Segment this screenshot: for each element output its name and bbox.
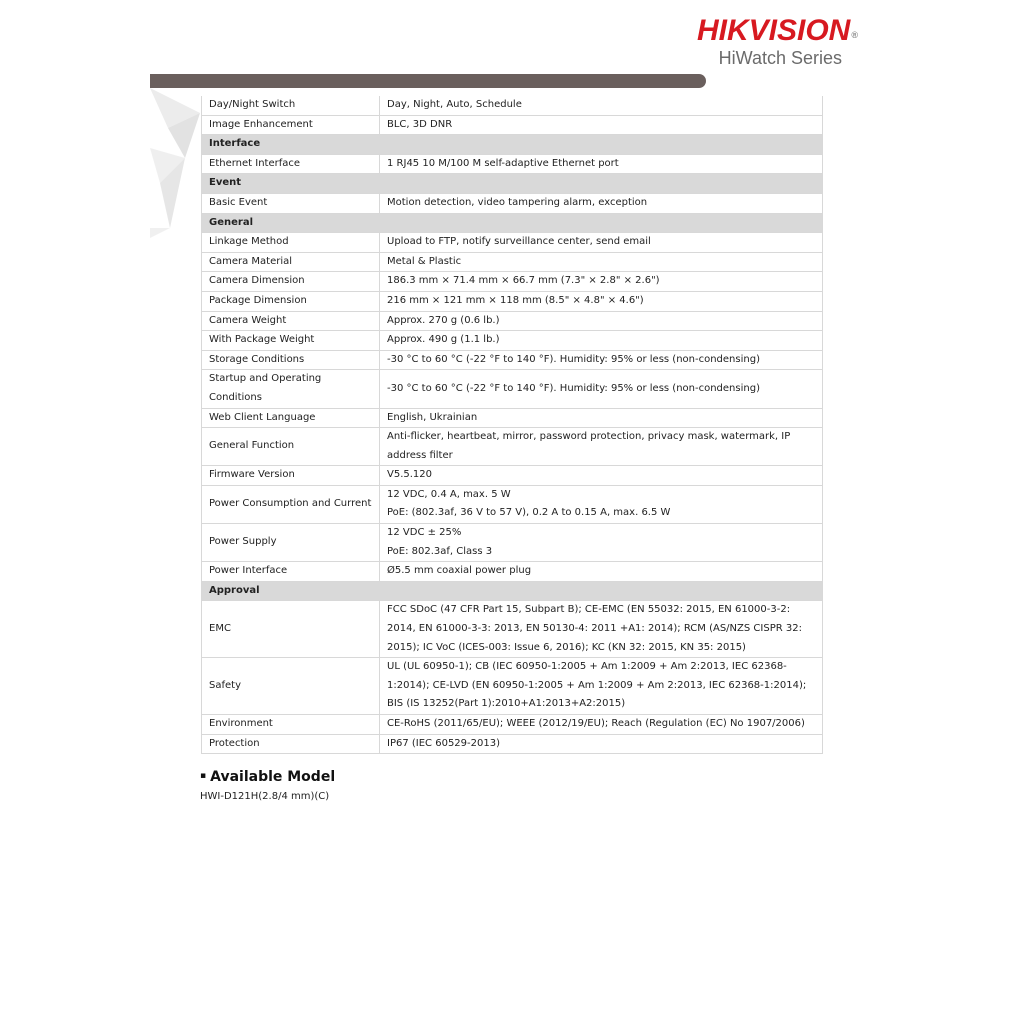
spec-label: Web Client Language (202, 408, 380, 428)
spec-value (380, 311, 823, 331)
spec-value-line: 12 VDC ± 25% (387, 527, 462, 539)
section-title: Event (202, 174, 823, 194)
spec-label: Protection (202, 734, 380, 754)
spec-value (380, 252, 823, 272)
spec-value (380, 370, 823, 408)
spec-label: Image Enhancement (202, 115, 380, 135)
brand-wordmark (697, 14, 858, 48)
section-header-row (202, 213, 823, 233)
section-title: General (202, 213, 823, 233)
spec-label: Startup and Operating Conditions (202, 370, 380, 408)
spec-value-line: 12 VDC, 0.4 A, max. 5 W (387, 488, 511, 500)
spec-label: General Function (202, 428, 380, 466)
spec-row (202, 715, 823, 735)
available-model-title: Available Model (210, 769, 336, 785)
spec-row (202, 370, 823, 408)
spec-row (202, 466, 823, 486)
spec-value (380, 154, 823, 174)
spec-label: Safety (202, 658, 380, 715)
spec-value (380, 96, 823, 115)
spec-value-line: Anti-flicker, heartbeat, mirror, password protection, privacy mask, watermark, IP address filter (387, 431, 791, 461)
brand-wordmark-hik: HIK (696, 14, 749, 47)
spec-row (202, 658, 823, 715)
spec-value (380, 658, 823, 715)
spec-value-line: 186.3 mm × 71.4 mm × 66.7 mm (7.3" × 2.8" × 2.6") (387, 275, 660, 287)
spec-row (202, 331, 823, 351)
spec-value-line: V5.5.120 (387, 469, 433, 481)
spec-row (202, 408, 823, 428)
available-model-name: HWI-D121H(2.8/4 mm)(C) (200, 791, 330, 802)
spec-row (202, 233, 823, 253)
spec-row (202, 272, 823, 292)
spec-label: Package Dimension (202, 291, 380, 311)
spec-value (380, 408, 823, 428)
brand-wordmark-vision: VISION (748, 14, 851, 47)
registered-mark: ® (851, 30, 858, 40)
spec-row (202, 562, 823, 582)
spec-value (380, 291, 823, 311)
section-header-row (202, 174, 823, 194)
spec-table-body (202, 96, 823, 754)
spec-value-line: -30 °C to 60 °C (-22 °F to 140 °F). Humidity: 95% or less (non-condensing) (387, 382, 760, 394)
spec-value (380, 428, 823, 466)
series-name: HiWatch Series (718, 48, 842, 68)
spec-value-line: Approx. 490 g (1.1 lb.) (387, 334, 500, 346)
spec-label: Linkage Method (202, 233, 380, 253)
spec-row (202, 252, 823, 272)
spec-value-line: 216 mm × 121 mm × 118 mm (8.5" × 4.8" × 4.6") (387, 294, 644, 306)
spec-value (380, 233, 823, 253)
spec-row (202, 96, 823, 115)
section-title: Approval (202, 581, 823, 601)
spec-label: EMC (202, 601, 380, 658)
spec-value-line: BLC, 3D DNR (387, 118, 453, 130)
spec-row (202, 734, 823, 754)
spec-value (380, 485, 823, 523)
spec-value-line: UL (UL 60950-1); CB (IEC 60950-1:2005 + Am 1:2009 + Am 2:2013, IEC 62368-1:2014); CE-LVD (EN 60950-1:2005 + Am 1:2009 + Am 2:2013, IEC 62368-1:2014); BIS (IS 13252(Part 1):2010+A1:2013+A2:2015) (387, 661, 807, 710)
header-bar (150, 74, 706, 88)
spec-row (202, 350, 823, 370)
spec-value (380, 350, 823, 370)
spec-value-line: Day, Night, Auto, Schedule (387, 99, 522, 110)
spec-label: Ethernet Interface (202, 154, 380, 174)
spec-value (380, 331, 823, 351)
section-header-row (202, 135, 823, 155)
spec-label: Power Interface (202, 562, 380, 582)
spec-value (380, 524, 823, 562)
spec-value-line: Motion detection, video tampering alarm, exception (387, 196, 648, 208)
spec-label: Storage Conditions (202, 350, 380, 370)
spec-label: Camera Material (202, 252, 380, 272)
spec-label: Camera Dimension (202, 272, 380, 292)
bullet-icon: ▪ (200, 771, 207, 781)
section-title: Interface (202, 135, 823, 155)
spec-label: Camera Weight (202, 311, 380, 331)
spec-value (380, 601, 823, 658)
spec-value (380, 115, 823, 135)
spec-value (380, 734, 823, 754)
spec-label: Basic Event (202, 193, 380, 213)
spec-value-line: -30 °C to 60 °C (-22 °F to 140 °F). Humidity: 95% or less (non-condensing) (387, 353, 760, 365)
available-model-heading (200, 768, 335, 788)
spec-label: Environment (202, 715, 380, 735)
spec-value-line: Upload to FTP, notify surveillance center, send email (387, 236, 651, 248)
spec-value-line: CE-RoHS (2011/65/EU); WEEE (2012/19/EU); Reach (Regulation (EC) No 1907/2006) (387, 718, 805, 729)
spec-row (202, 524, 823, 562)
spec-row (202, 291, 823, 311)
spec-label: With Package Weight (202, 331, 380, 351)
spec-row (202, 485, 823, 523)
spec-value (380, 562, 823, 582)
spec-value (380, 272, 823, 292)
spec-row (202, 601, 823, 658)
spec-value-line: IP67 (IEC 60529-2013) (387, 737, 500, 749)
spec-row (202, 428, 823, 466)
spec-value (380, 715, 823, 735)
spec-table (201, 96, 823, 754)
spec-value-line: 1 RJ45 10 M/100 M self-adaptive Ethernet port (387, 157, 619, 169)
spec-value (380, 466, 823, 486)
spec-row (202, 115, 823, 135)
spec-row (202, 311, 823, 331)
spec-label: Firmware Version (202, 466, 380, 486)
spec-row (202, 193, 823, 213)
spec-value-line: PoE: 802.3af, Class 3 (387, 545, 493, 557)
spec-value-line: English, Ukrainian (387, 411, 478, 423)
spec-row (202, 154, 823, 174)
spec-value (380, 193, 823, 213)
section-header-row (202, 581, 823, 601)
spec-label: Power Supply (202, 524, 380, 562)
available-model-section (200, 768, 335, 805)
brand-logo (697, 14, 858, 68)
spec-label: Power Consumption and Current (202, 485, 380, 523)
spec-value-line: Ø5.5 mm coaxial power plug (387, 565, 532, 577)
spec-value-line: PoE: (802.3af, 36 V to 57 V), 0.2 A to 0.15 A, max. 6.5 W (387, 507, 671, 519)
spec-label: Day/Night Switch (202, 96, 380, 115)
spec-value-line: FCC SDoC (47 CFR Part 15, Subpart B); CE-EMC (EN 55032: 2015, EN 61000-3-2: 2014, EN 61000-3-3: 2013, EN 50130-4: 2011 +A1: 2014); RCM (AS/NZS CISPR 32: 2015); IC VoC (ICES-003: Issue 6, 2016); KC (KN 32: 2015, KN 35: 2015) (387, 604, 802, 653)
spec-value-line: Approx. 270 g (0.6 lb.) (387, 314, 500, 326)
spec-value-line: Metal & Plastic (387, 255, 462, 267)
